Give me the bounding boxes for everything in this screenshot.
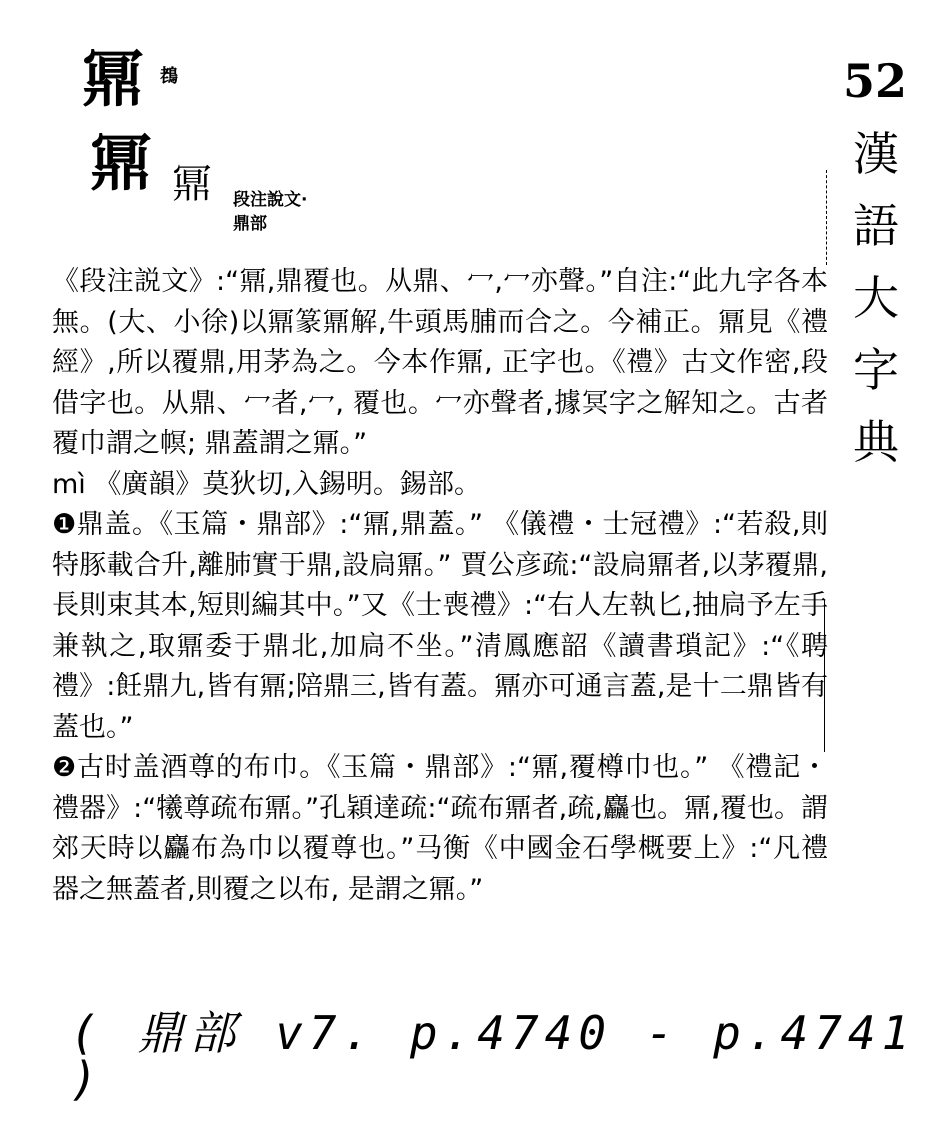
source-label-line-1: 段注說文·: [233, 190, 308, 210]
dictionary-title-char: 語: [853, 199, 899, 253]
page-number: 52: [843, 54, 908, 108]
dictionary-title-char: 漢: [853, 127, 899, 181]
sense-2-paragraph: ❷古时盖酒尊的布巾。《玉篇・鼎部》:“鼏,覆樽巾也。” 《禮記・禮器》:“犧尊疏布鼏。”孔穎達疏:“疏布鼏者,疏,麤也。鼏,覆也。謂郊天時以麤布為巾以覆尊也。”马衡《中國金石學概要上》:“凡禮器之無蓋者,則覆之以布, 是謂之鼏。”: [52, 752, 828, 905]
source-label-line-2: 鼎部: [233, 214, 267, 234]
headword: 鼏: [90, 126, 153, 199]
source-label: [233, 188, 307, 236]
dictionary-title-char: 字: [853, 343, 899, 397]
seal-script-glyph: 鼏: [172, 161, 212, 207]
entry-body: [52, 262, 828, 910]
definition-paragraph: 《段注説文》:“鼏,鼎覆也。从鼎、冖,冖亦聲。”自注:“此九字各本無。(大、小徐)以鼏篆鼏解,牛頭馬脯而合之。今補正。鼏見《禮經》,所以覆鼎,用茅為之。今本作鼏, 正字也。《禮》古文作密,段借字也。从鼎、冖者,冖, 覆也。冖亦聲者,據冥字之解知之。古者覆巾謂之幎; 鼎蓋謂之鼏。”: [52, 266, 828, 459]
pronunciation-paragraph: mì 《廣韻》莫狄切,入錫明。錫部。: [52, 468, 481, 500]
margin-divider: [826, 170, 827, 265]
sense-1-paragraph: ❶鼎盖。《玉篇・鼎部》:“鼏,鼎蓋。” 《儀禮・士冠禮》:“若殺,則特豚載合升,離肺實于鼎,設扃鼏。” 賈公彦疏:“設扃鼏者,以茅覆鼎,長則束其本,短則編其中。”又《士喪禮》:“右人左執匕,抽扃予左手兼執之,取鼏委于鼎北,加扃不坐。”清鳳應韶《讀書瑣記》:“《聘禮》:飪鼎九,皆有鼏;陪鼎三,皆有蓋。鼏亦可通言蓋,是十二鼎皆有蓋也。”: [52, 509, 828, 743]
headword-variant: 鼏: [82, 42, 145, 115]
dictionary-title: [846, 118, 906, 478]
dictionary-title-char: 大: [853, 271, 899, 325]
dictionary-title-char: 典: [853, 415, 899, 469]
headword-variant-small: 䳓: [160, 66, 178, 87]
margin-bracket: [824, 600, 825, 752]
handwritten-note: ( 鼎部 v7. p.4740 - p.4741 ): [70, 1006, 916, 1106]
